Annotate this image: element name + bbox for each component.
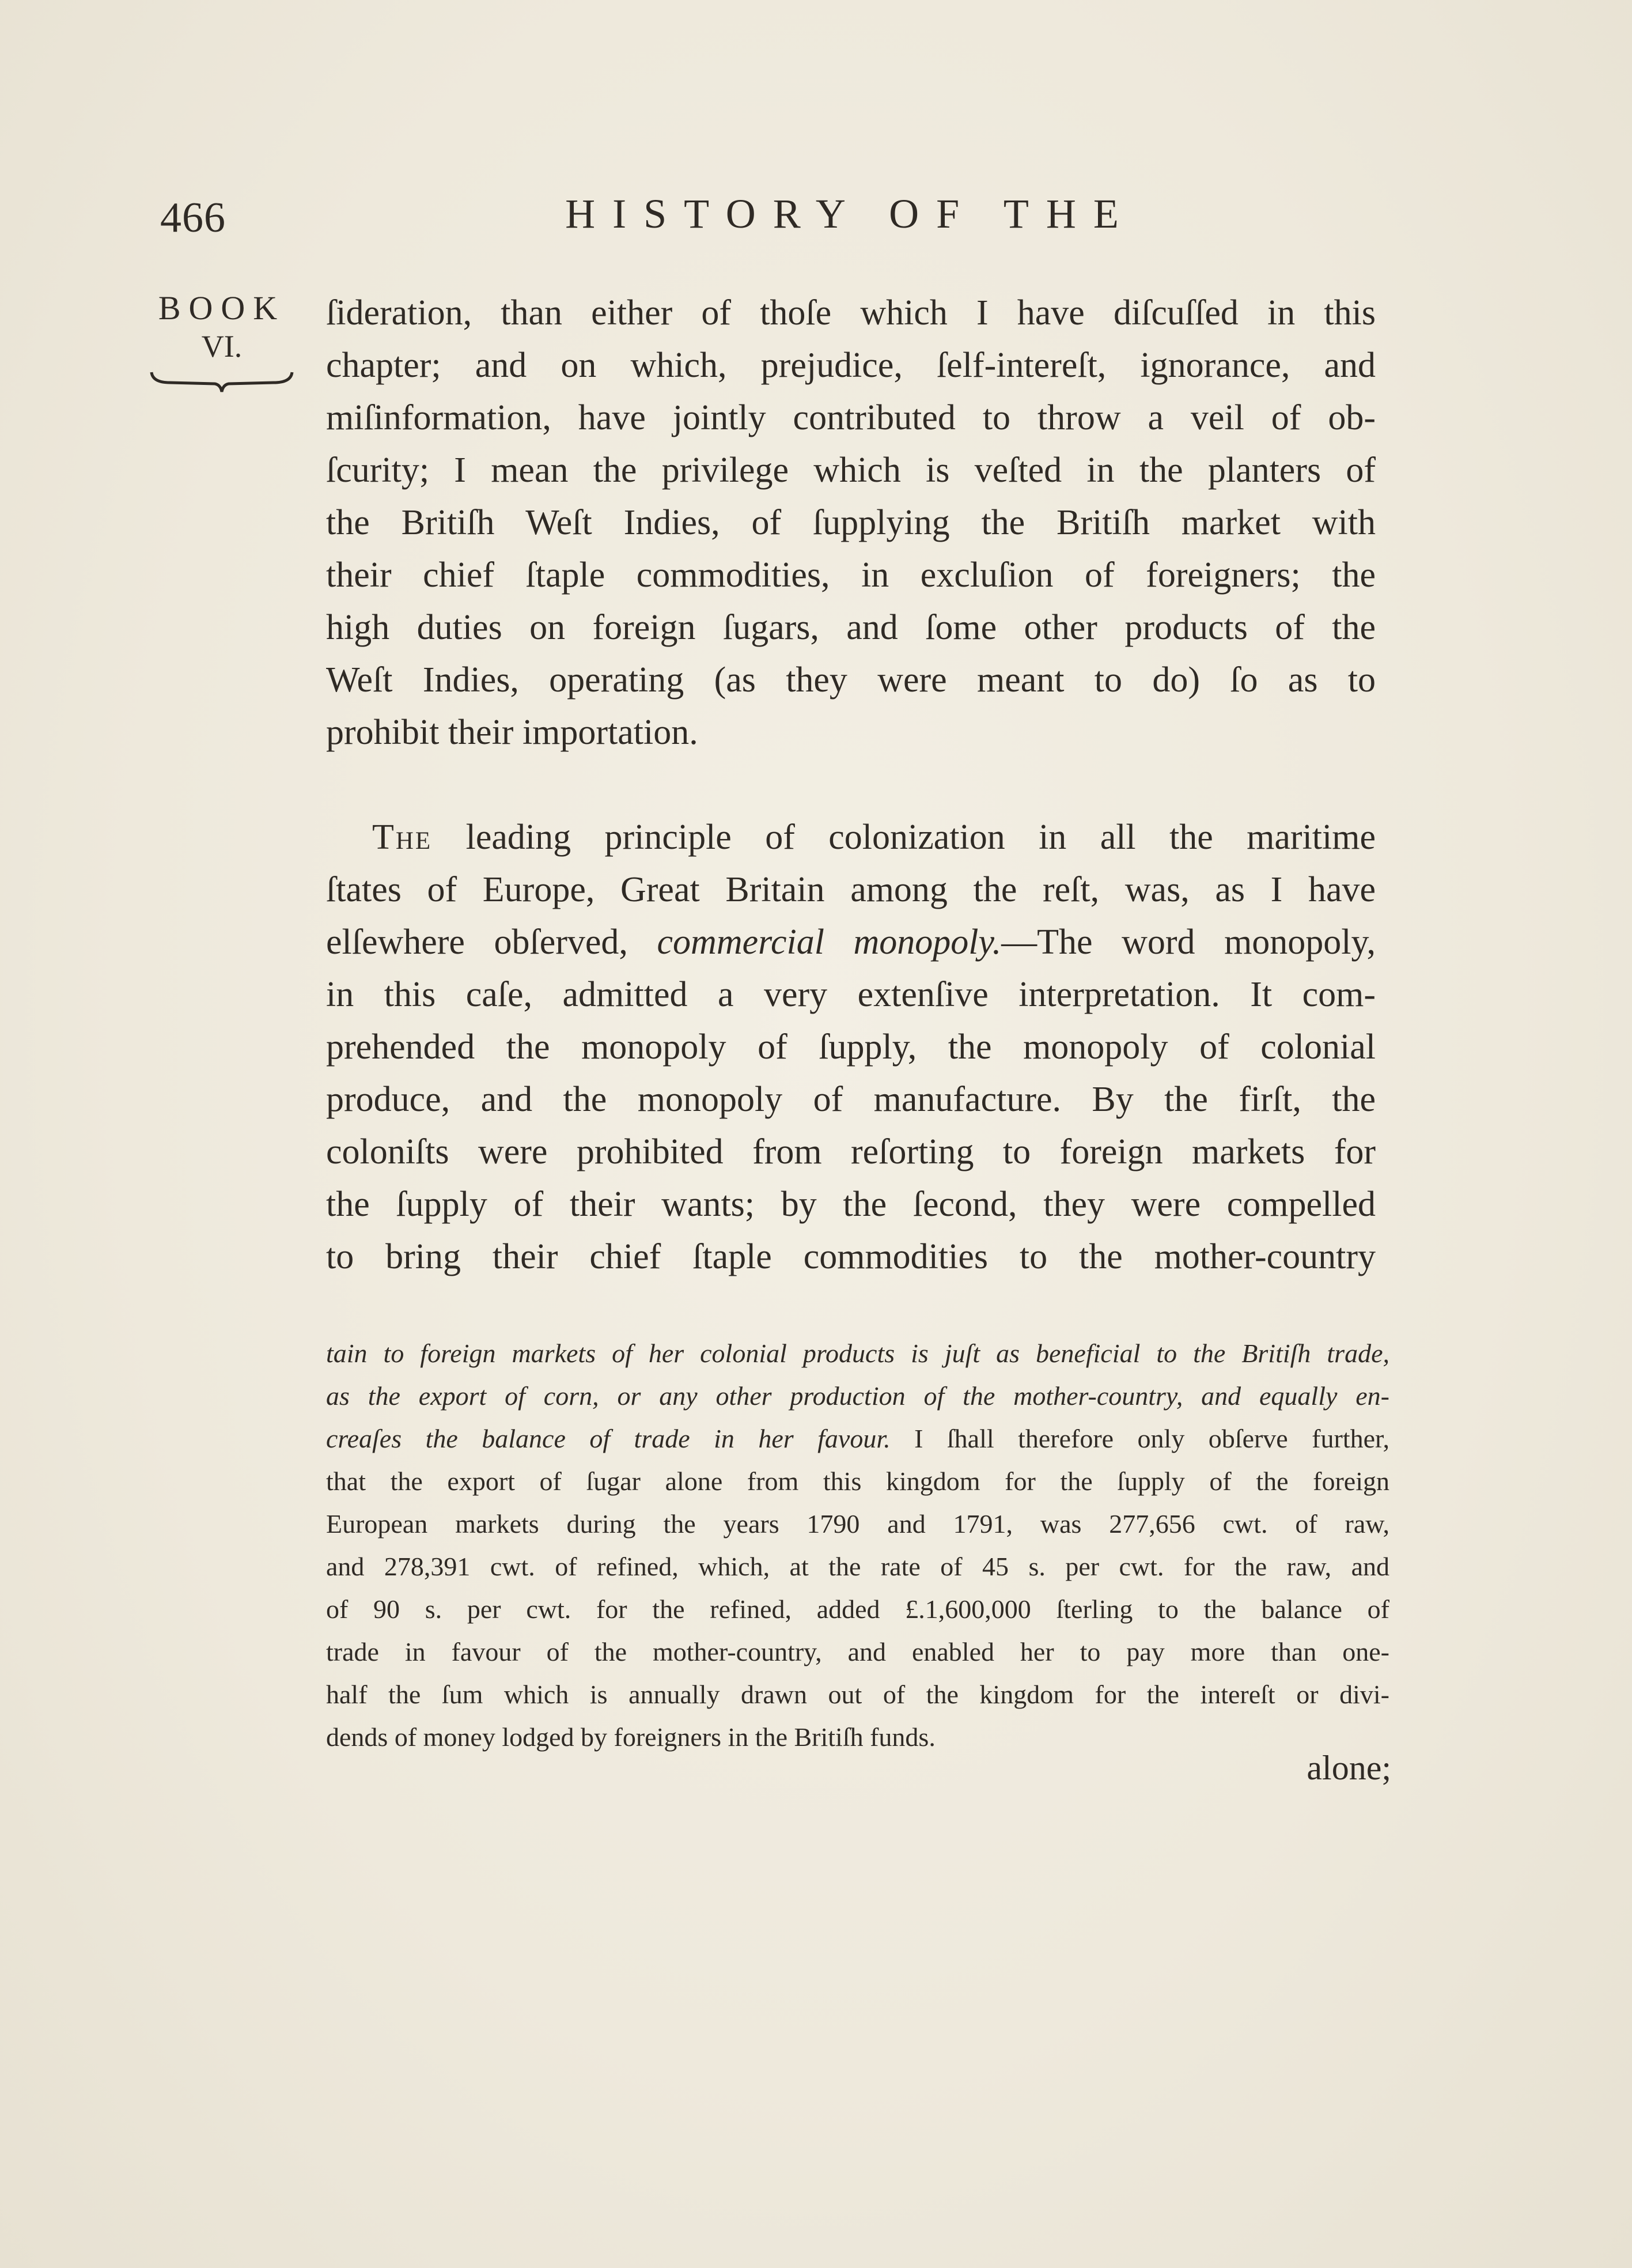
text-line: prehended the monopoly of ſupply, the monopoly of colonial	[326, 1027, 1376, 1067]
footnote-line	[326, 1418, 1389, 1460]
text-line: ſideration, than either of thoſe which I have diſcuſſed in this	[326, 293, 1376, 332]
text-line: to bring their chief ſtaple commodities to the mother-country	[326, 1237, 1376, 1276]
lead-word: The	[372, 818, 433, 857]
footnote-line: and 278,391 cwt. of refined, which, at the rate of 45 s. per cwt. for the raw, and	[326, 1552, 1389, 1581]
text-line: their chief ſtaple commodities, in excluſion of foreigners; the	[326, 555, 1376, 595]
margin-brace-ornament	[147, 369, 297, 398]
page-number: 466	[160, 194, 226, 241]
footnote-line: European markets during the years 1790 and 1791, was 277,656 cwt. of raw,	[326, 1509, 1389, 1539]
italic-phrase: creaſes the balance of trade in her favour.	[326, 1424, 891, 1453]
footnote-line: half the ſum which is annually drawn out of the kingdom for the intereſt or divi-	[326, 1680, 1389, 1709]
footnote-line: of 90 s. per cwt. for the refined, added £.1,600,000 ſterling to the balance of	[326, 1594, 1389, 1624]
text-line: coloniſts were prohibited from reſorting to foreign markets for	[326, 1132, 1376, 1171]
text-line: the Britiſh Weſt Indies, of ſupplying the Britiſh market with	[326, 503, 1376, 542]
text-line: high duties on foreign ſugars, and ſome other products of the	[326, 608, 1376, 647]
paragraph-1	[326, 287, 1376, 759]
text-fragment: —The word monopoly,	[1001, 923, 1376, 962]
italic-phrase: commercial monopoly.	[657, 923, 1002, 962]
footnote-line: tain to foreign markets of her colonial products is juſt as beneficial to the Britiſh trade,	[326, 1339, 1389, 1368]
footnote-line: that the export of ſugar alone from this kingdom for the ſupply of the foreign	[326, 1466, 1389, 1496]
margin-note-number: VI.	[201, 329, 243, 364]
footnote-line: dends of money lodged by foreigners in the Britiſh funds.	[326, 1722, 936, 1752]
text-line: in this caſe, admitted a very extenſive interpretation. It com-	[326, 975, 1376, 1014]
text-line: prohibit their importation.	[326, 713, 698, 752]
margin-note-book: BOOK	[158, 289, 286, 327]
text-fragment: I ſhall therefore only obſerve further,	[890, 1424, 1389, 1453]
text-line	[326, 916, 1376, 969]
paragraph-2	[326, 811, 1376, 1283]
text-fragment: elſewhere obſerved,	[326, 923, 657, 962]
footnote-line: trade in favour of the mother-country, and enabled her to pay more than one-	[326, 1637, 1389, 1666]
footnote	[326, 1332, 1389, 1759]
catchword: alone;	[1307, 1749, 1391, 1787]
text-line	[326, 811, 1376, 864]
margin-note	[147, 289, 297, 365]
footnote-line: as the export of corn, or any other production of the mother-country, and equally en-	[326, 1381, 1389, 1411]
text-fragment: leading principle of colonization in all the maritime	[432, 818, 1376, 857]
running-title: HISTORY OF THE	[565, 191, 1136, 237]
text-line: chapter; and on which, prejudice, ſelf-intereſt, ignorance, and	[326, 346, 1376, 385]
text-line: the ſupply of their wants; by the ſecond, they were compelled	[326, 1185, 1376, 1224]
text-line: Weſt Indies, operating (as they were meant to do) ſo as to	[326, 660, 1376, 700]
text-line: produce, and the monopoly of manufacture. By the firſt, the	[326, 1080, 1376, 1119]
text-line: ſtates of Europe, Great Britain among the reſt, was, as I have	[326, 870, 1376, 909]
text-line: miſinformation, have jointly contributed to throw a veil of ob-	[326, 398, 1376, 437]
text-line: ſcurity; I mean the privilege which is veſted in the planters of	[326, 451, 1376, 490]
